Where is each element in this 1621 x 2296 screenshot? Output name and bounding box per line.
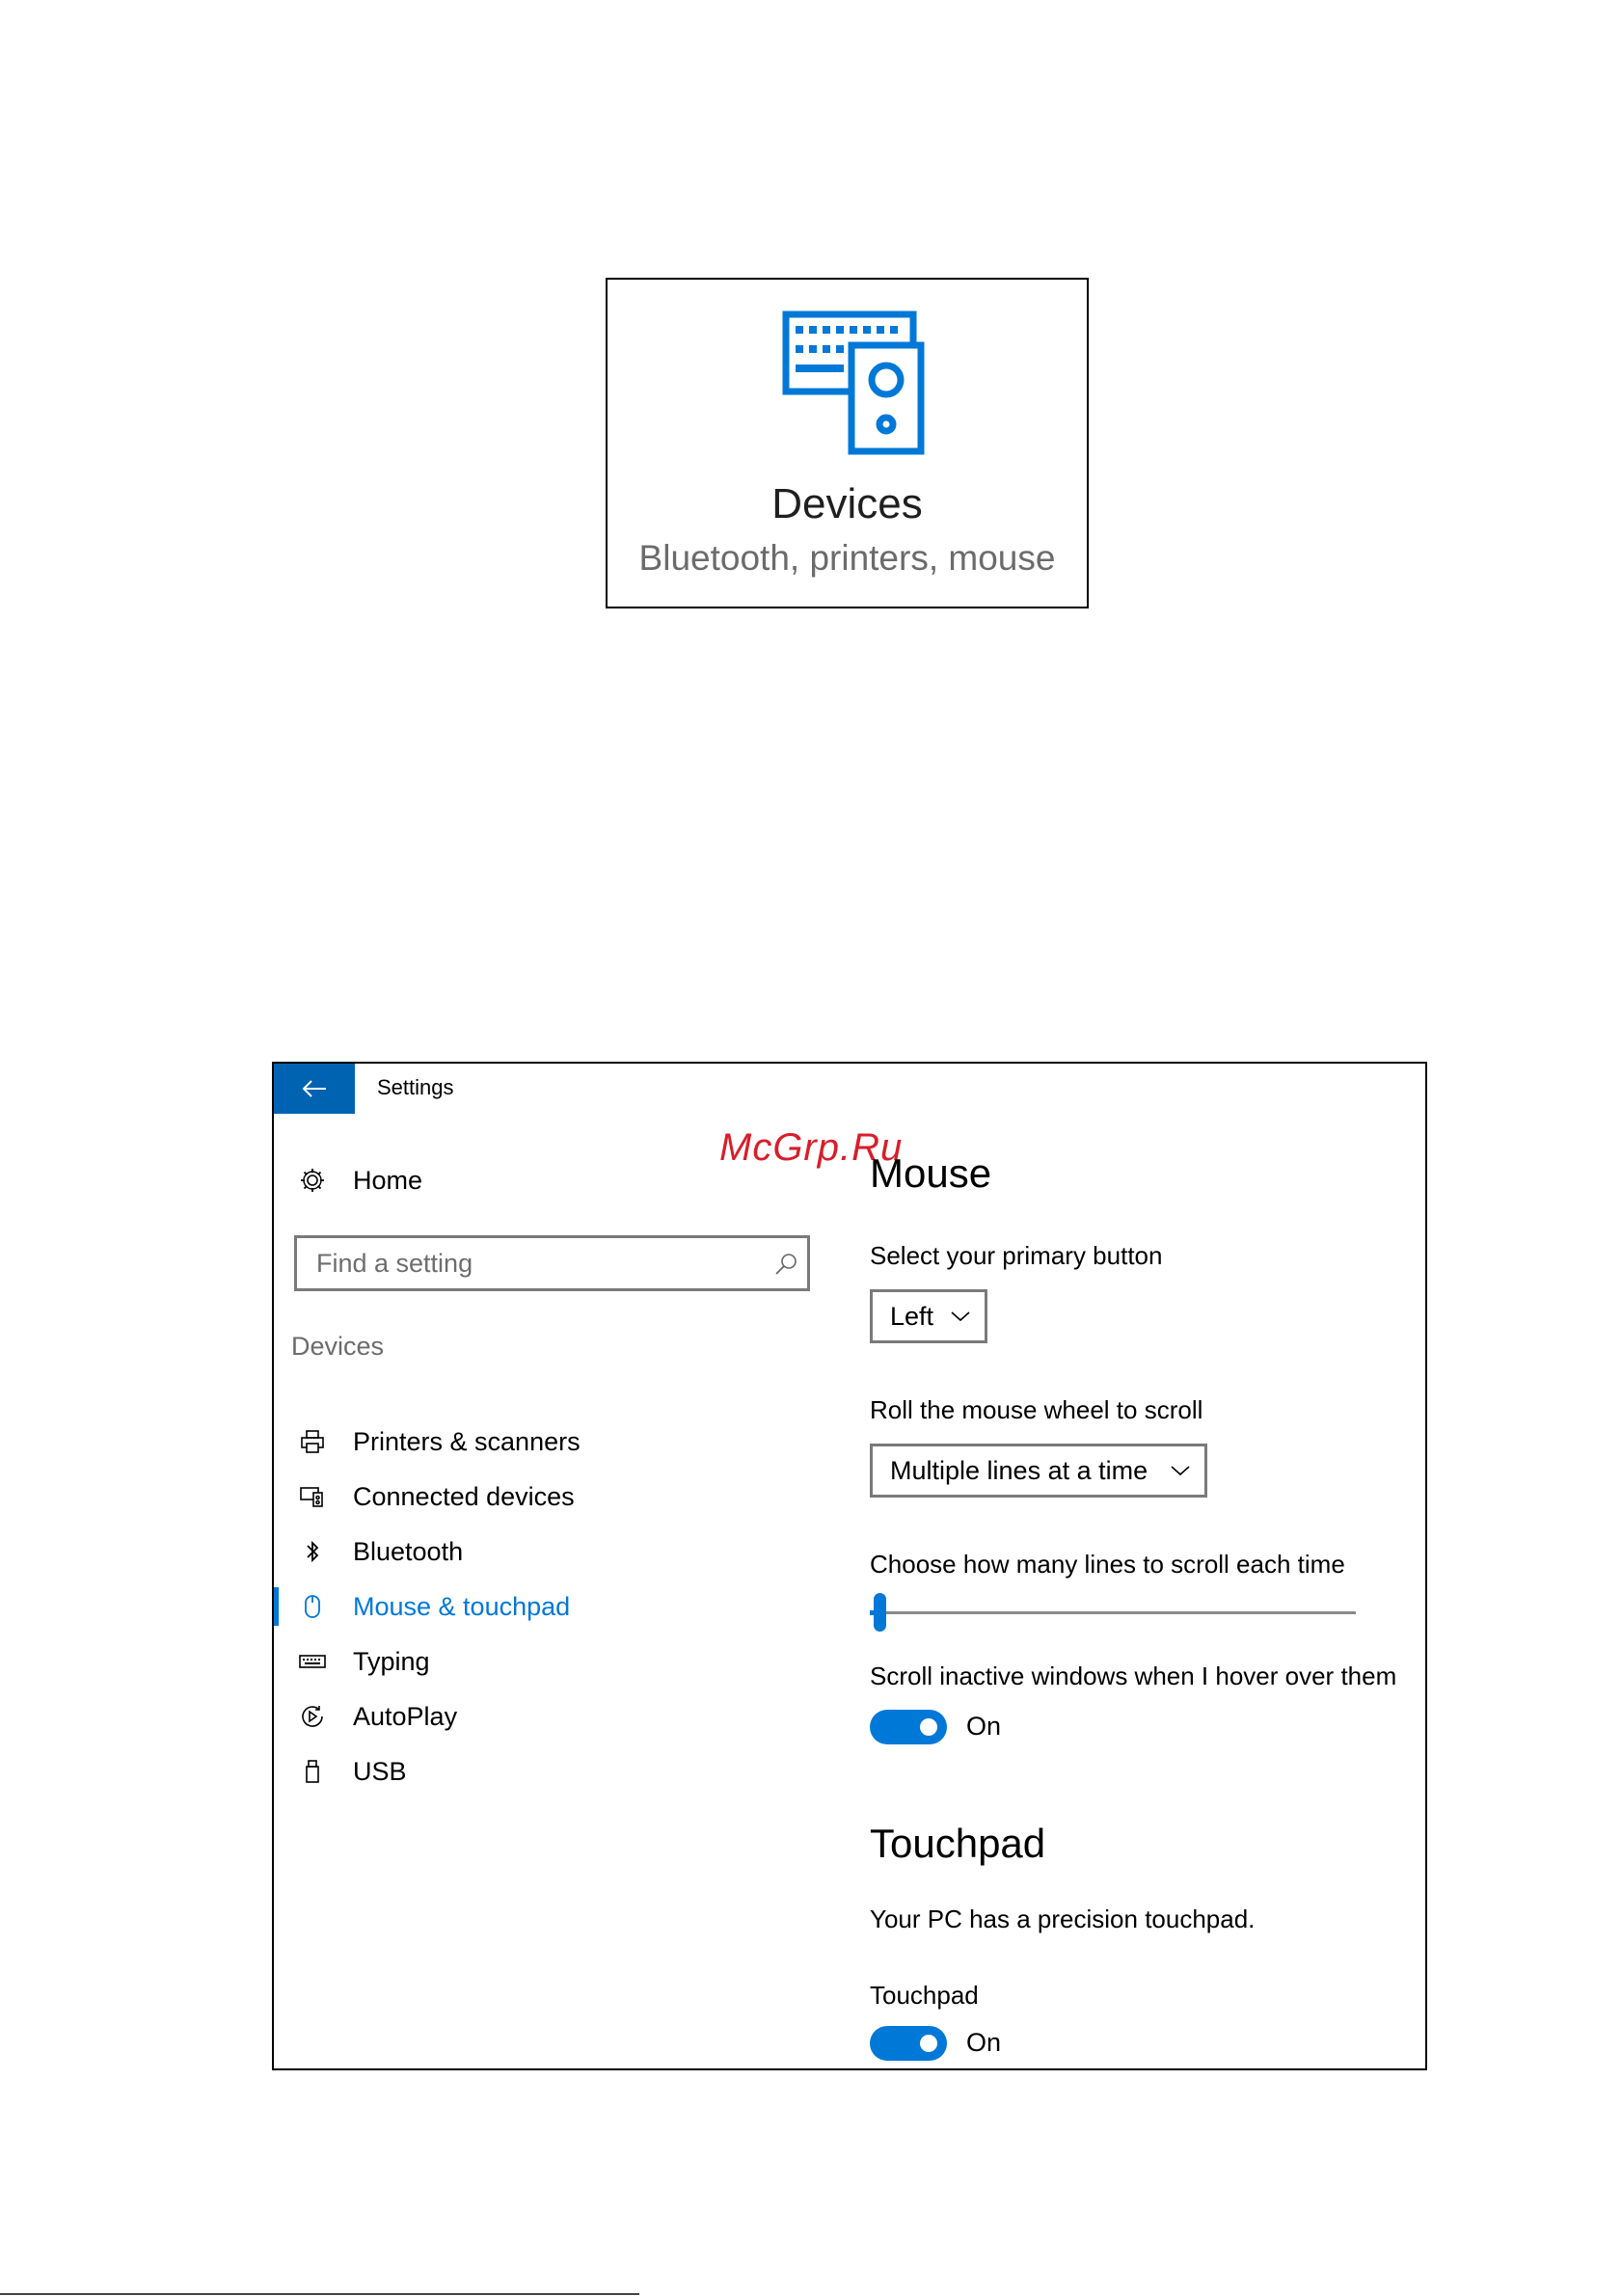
- sidebar-item-label: Bluetooth: [353, 1536, 464, 1566]
- footer-divider: [0, 2293, 639, 2295]
- gear-icon: [299, 1167, 326, 1194]
- connected-devices-icon: [299, 1483, 326, 1510]
- wheel-scroll-value: Multiple lines at a time: [890, 1455, 1148, 1485]
- sidebar-item-printers[interactable]: [274, 1415, 814, 1469]
- tile-title: Devices: [771, 480, 923, 527]
- usb-icon: [299, 1758, 326, 1785]
- devices-keyboard-speaker-icon: [782, 311, 927, 455]
- scroll-lines-label: Choose how many lines to scroll each time: [870, 1550, 1345, 1579]
- sidebar-item-autoplay[interactable]: [274, 1689, 814, 1743]
- window-title: Settings: [377, 1075, 454, 1099]
- sidebar-item-label: Connected devices: [353, 1481, 575, 1511]
- printer-icon: [299, 1428, 326, 1455]
- sidebar-item-mouse-touchpad[interactable]: [274, 1580, 814, 1634]
- sidebar-item-bluetooth[interactable]: [274, 1525, 814, 1579]
- chevron-down-icon: [950, 1308, 971, 1325]
- devices-tile[interactable]: [606, 278, 1089, 608]
- back-button[interactable]: [274, 1064, 355, 1114]
- sidebar-item-label: Typing: [353, 1646, 430, 1676]
- keyboard-icon: [299, 1648, 326, 1675]
- sidebar-item-label: Mouse & touchpad: [353, 1591, 571, 1621]
- settings-window: [272, 1062, 1427, 2070]
- sidebar-item-usb[interactable]: [274, 1744, 814, 1798]
- touchpad-toggle-state: On: [966, 2028, 1002, 2057]
- toggle-knob: [920, 2035, 937, 2052]
- sidebar-home-label: Home: [353, 1165, 423, 1195]
- search-box[interactable]: [294, 1235, 810, 1291]
- scroll-inactive-toggle[interactable]: [870, 1710, 947, 1744]
- touchpad-heading: Touchpad: [870, 1821, 1046, 1866]
- chevron-down-icon: [1170, 1462, 1191, 1479]
- search-icon[interactable]: [772, 1251, 799, 1278]
- scroll-inactive-state: On: [966, 1712, 1002, 1741]
- autoplay-icon: [299, 1703, 326, 1730]
- primary-button-dropdown[interactable]: [870, 1289, 987, 1343]
- primary-button-label: Select your primary button: [870, 1241, 1163, 1270]
- sidebar-item-label: AutoPlay: [353, 1701, 458, 1731]
- mouse-icon: [299, 1593, 326, 1620]
- sidebar-item-label: USB: [353, 1756, 407, 1786]
- primary-button-value: Left: [890, 1301, 934, 1331]
- arrow-left-icon: [302, 1079, 327, 1098]
- wheel-scroll-dropdown[interactable]: [870, 1444, 1207, 1498]
- tile-subtitle: Bluetooth, printers, mouse: [638, 538, 1056, 578]
- search-input[interactable]: [297, 1238, 760, 1288]
- sidebar-item-connected-devices[interactable]: [274, 1470, 814, 1524]
- toggle-knob: [920, 1718, 937, 1736]
- mouse-heading: Mouse: [870, 1150, 992, 1196]
- scroll-inactive-label: Scroll inactive windows when I hover over them: [870, 1661, 1397, 1690]
- touchpad-toggle-label: Touchpad: [870, 1981, 979, 2010]
- touchpad-toggle[interactable]: [870, 2026, 947, 2061]
- sidebar-item-label: Printers & scanners: [353, 1426, 581, 1456]
- bluetooth-icon: [299, 1538, 326, 1565]
- wheel-scroll-label: Roll the mouse wheel to scroll: [870, 1395, 1203, 1424]
- sidebar-section-label: Devices: [291, 1332, 385, 1361]
- sidebar-item-home[interactable]: [274, 1153, 814, 1207]
- touchpad-info: Your PC has a precision touchpad.: [870, 1904, 1256, 1933]
- sidebar-item-typing[interactable]: [274, 1634, 814, 1688]
- scroll-lines-slider-thumb[interactable]: [874, 1593, 886, 1632]
- watermark: McGrp.Ru: [719, 1126, 904, 1169]
- scroll-lines-slider-track[interactable]: [870, 1611, 1356, 1614]
